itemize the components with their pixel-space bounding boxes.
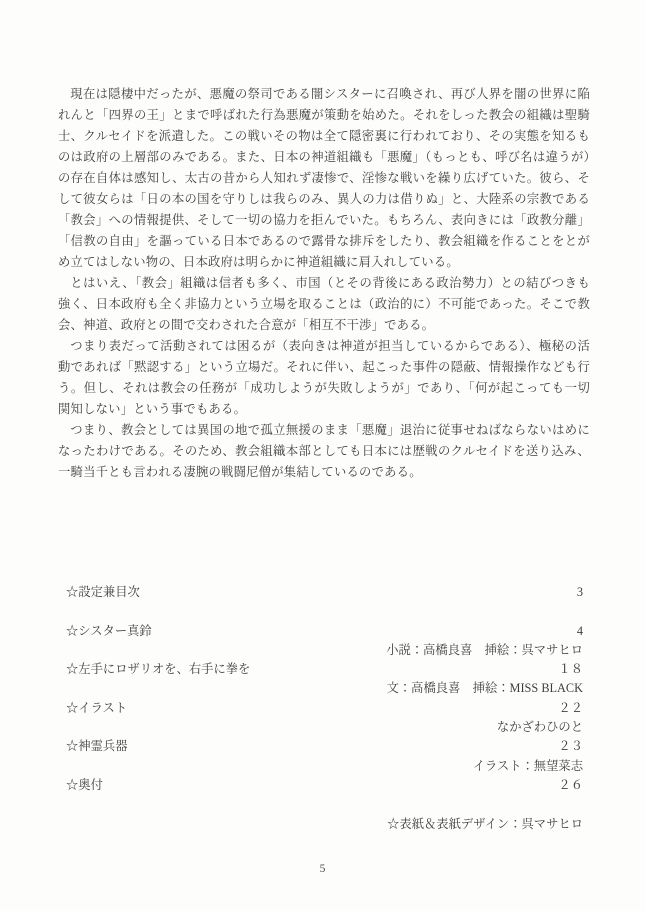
toc-credit-text: なかざわひのと [496, 720, 583, 735]
toc-entry [66, 660, 583, 679]
table-of-contents [66, 583, 583, 834]
toc-entry [66, 622, 583, 641]
toc-entry-title: ☆奥付 [66, 777, 103, 792]
body-text [58, 84, 590, 483]
paragraph: 現在は隠棲中だったが、悪魔の祭司である闇シスターに召喚され、再び人界を闇の世界に陥れんと「四界の王」とまで呼ばれた行為悪魔が策動を始めた。それをしった教会の組織は聖騎士、クルセイドを派遣した。この戦いその物は全て隠密裏に行われており、その実態を知るものは政府の上層部のみである。また、日本の神道組織も「悪魔」（もっとも、呼び名は違うが）の存在自体は感知し、太古の昔から人知れず凄惨で、淫惨な戦いを繰り広げていた。彼ら、そして彼女らは「日の本の国を守りしは我らのみ、異人の力は借りぬ」と、大陸系の宗教である「教会」への情報提供、そして一切の協力を拒んでいた。もちろん、表向きには「政教分離」「信教の自由」を謳っている日本であるので露骨な排斥をしたり、教会組織を作ることをとがめ立てはしない物の、日本政府は明らかに神道組織に肩入れしている。 [58, 87, 590, 269]
toc-entry-page-number: ２６ [558, 777, 583, 792]
toc-credit-text: 文：高橋良喜 挿絵：MISS BLACK [386, 681, 583, 696]
footer-page-number: 5 [319, 863, 326, 875]
toc-entry [66, 699, 583, 718]
toc-credit-text: 小説：高橋良喜 挿絵：呉マサヒロ [386, 642, 583, 657]
toc-entry-page-number: 4 [576, 623, 583, 638]
toc-entry-title: ☆左手にロザリオを、右手に拳を [66, 662, 251, 677]
paragraph: つまり、教会としては異国の地で孤立無援のまま「悪魔」退治に従事せねばならないはめになったわけである。そのため、教会組織本部としても日本には歴戦のクルセイドを送り込み、一騎当千とも言われる凄腕の戦闘尼僧が集結しているのである。 [58, 423, 590, 479]
toc-entry [66, 776, 583, 795]
toc-entry-page-number: ２３ [558, 739, 583, 754]
toc-credit-text: イラスト：無望菜志 [472, 758, 583, 773]
toc-entry-title: ☆シスター真鈴 [66, 623, 152, 638]
paragraph: つまり表だって活動されては困るが（表向きは神道が担当しているからである）、極秘の活動であれば「黙認する」という立場だ。それに伴い、起こった事件の隠蔽、情報操作なども行う。但し、それは教会の任務が「成功しようが失敗しようが」であり、「何が起こっても一切関知しない」という事でもある。 [58, 339, 590, 416]
toc-entry-title: ☆設定兼目次 [66, 585, 140, 599]
toc-credit [66, 718, 583, 737]
toc-cover-credit [66, 815, 583, 834]
toc-credit [66, 679, 583, 698]
toc-entry [66, 583, 583, 602]
toc-credit [66, 641, 583, 660]
toc-entry-page-number: ２２ [558, 700, 583, 715]
toc-entry [66, 737, 583, 756]
paragraph: とはいえ、「教会」組織は信者も多く、市国（とその背後にある政治勢力）との結びつきも強く、日本政府も全く非協力という立場を取ることは（政治的に）不可能であった。そこで教会、神道、政府との間で交わされた合意が「相互不干渉」である。 [58, 276, 590, 332]
toc-credit [66, 757, 583, 776]
toc-entry-title: ☆神霊兵器 [66, 739, 128, 754]
toc-entry-page-number: １８ [558, 662, 583, 677]
toc-entry-page-number: 3 [576, 585, 583, 599]
toc-entry-title: ☆イラスト [66, 700, 128, 715]
toc-credit-text: ☆表紙＆表紙デザイン：呉マサヒロ [387, 816, 583, 831]
